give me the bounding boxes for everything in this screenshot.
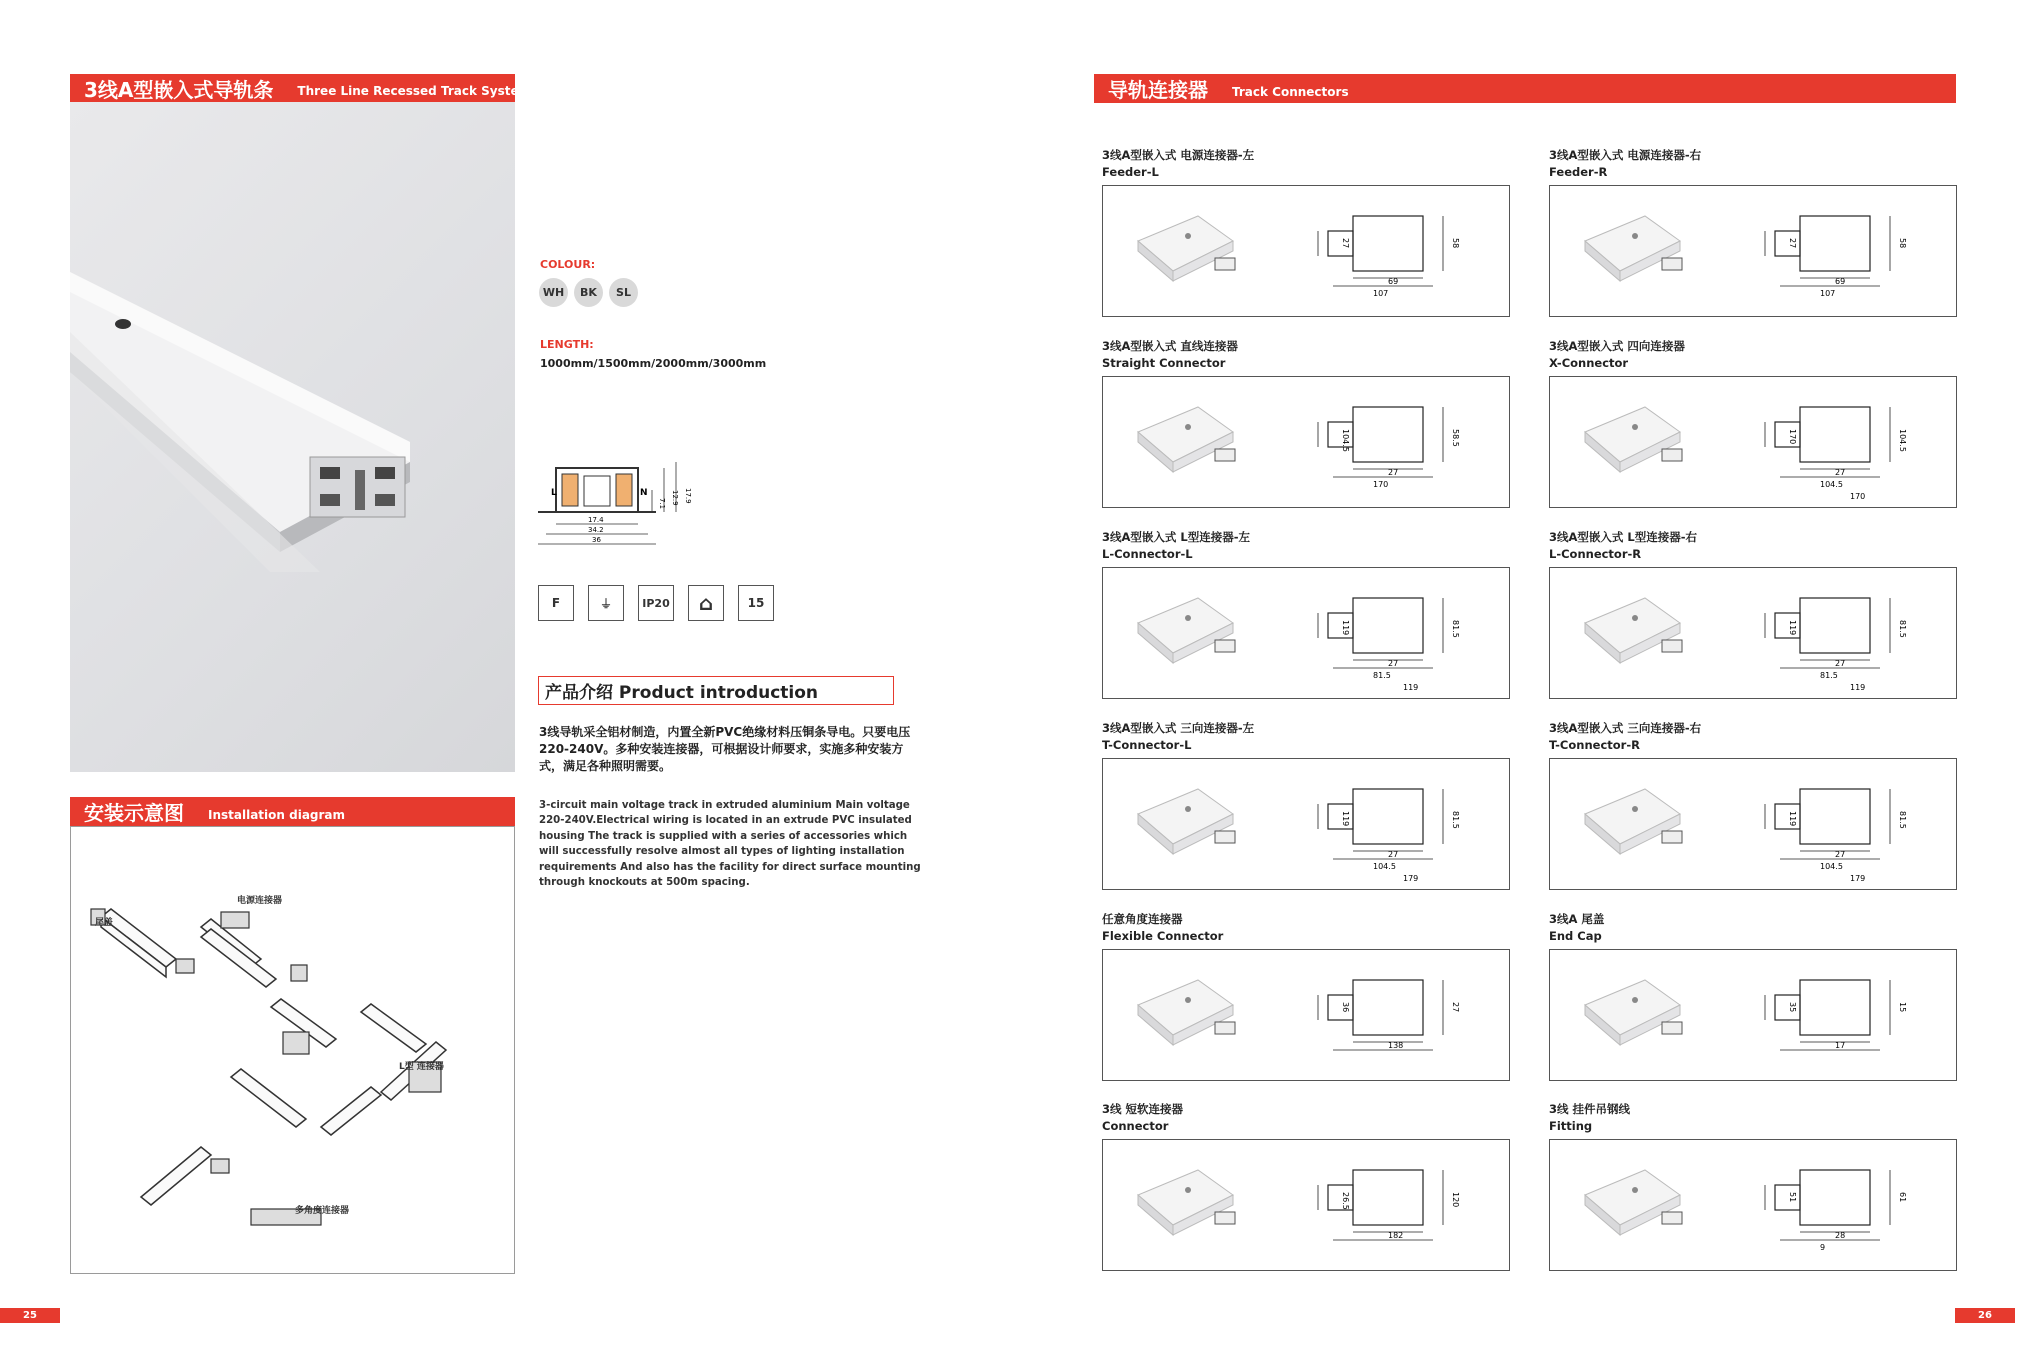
- dimension-label: 104.5: [1373, 862, 1396, 871]
- connector-title-zh: 3线A型嵌入式 三向连接器-右: [1549, 721, 1702, 735]
- connector-product-photo: [1585, 216, 1682, 281]
- connector-figure-box: [1549, 1139, 1957, 1271]
- install-label-l-connector: L型 连接器: [399, 1062, 444, 1072]
- f-mark-icon: F: [538, 585, 574, 621]
- dimension-label: 120: [1451, 1192, 1460, 1208]
- profile-dim-h2: 12.9: [671, 490, 679, 506]
- connector-title-en: T-Connector-L: [1102, 738, 1192, 752]
- dimension-label: 28: [1835, 1231, 1846, 1240]
- connector-figure-box: [1549, 758, 1957, 890]
- connector-product-photo: [1585, 1170, 1682, 1235]
- connector-title-en: End Cap: [1549, 929, 1602, 943]
- connector-drawing: [1550, 568, 1958, 700]
- profile-label-n: N: [640, 488, 648, 498]
- connector-title-zh: 3线A型嵌入式 四向连接器: [1549, 339, 1685, 353]
- dimension-label: 119: [1341, 620, 1350, 636]
- dimension-label: 15: [1898, 1002, 1907, 1013]
- connector-drawing: [1550, 186, 1958, 318]
- connector-title-en: Straight Connector: [1102, 356, 1226, 370]
- connector-technical-drawing: [1765, 980, 1890, 1050]
- connector-title-en: Fitting: [1549, 1119, 1593, 1133]
- connector-drawing: [1103, 950, 1511, 1082]
- length-label: LENGTH:: [540, 338, 594, 351]
- dimension-label: 27: [1388, 659, 1399, 668]
- connector-technical-drawing: [1318, 598, 1443, 668]
- connector-figure-box: [1102, 1139, 1510, 1271]
- colour-chip-sl: SL: [609, 278, 638, 307]
- length-value: 1000mm/1500mm/2000mm/3000mm: [540, 357, 767, 370]
- product-intro-en: 3-circuit main voltage track in extruded aluminium Main voltage 220-240V.Electrical wiring is located in an extrude PVC insulated housing The track is supplied with a series of accessories which will successfully resolve almost all types of lighting installation requirements And also has the facility for direct surface mounting through knockouts at 500m spacing.: [539, 800, 921, 889]
- connectors-header-bar: [1094, 74, 1956, 103]
- dimension-label: 138: [1388, 1041, 1404, 1050]
- system-header-bar: [70, 74, 532, 102]
- connector-figure-box: [1102, 949, 1510, 1081]
- dimension-label: 179: [1403, 874, 1419, 883]
- dimension-label: 58.5: [1451, 429, 1460, 447]
- connector-title-zh: 3线A 尾盖: [1549, 912, 1605, 926]
- page-number-left: 25: [0, 1308, 60, 1323]
- install-label-feeder: 电源连接器: [237, 896, 283, 906]
- connector-technical-drawing: [1765, 216, 1890, 286]
- dimension-label: 35: [1788, 1002, 1797, 1013]
- connector-product-photo: [1585, 407, 1682, 472]
- install-label-end-cap: 尾盖: [95, 918, 114, 928]
- dimension-label: 170: [1788, 429, 1797, 445]
- connector-product-photo: [1585, 598, 1682, 663]
- dimension-label: 58: [1898, 238, 1907, 249]
- dimension-label: 119: [1850, 683, 1866, 692]
- connector-drawing: [1550, 759, 1958, 891]
- dimension-label: 182: [1388, 1231, 1404, 1240]
- connector-title-en: T-Connector-R: [1549, 738, 1640, 752]
- connector-technical-drawing: [1765, 1170, 1890, 1240]
- dimension-label: 58: [1451, 238, 1460, 249]
- dimension-label: 170: [1850, 492, 1866, 501]
- connector-drawing: [1550, 950, 1958, 1082]
- connector-title-zh: 3线A型嵌入式 直线连接器: [1102, 339, 1238, 353]
- connector-product-photo: [1138, 1170, 1235, 1235]
- connectors-header-en: Track Connectors: [1232, 84, 1349, 99]
- dimension-label: 81.5: [1820, 671, 1838, 680]
- connector-product-photo: [1138, 407, 1235, 472]
- connector-figure-box: [1102, 376, 1510, 508]
- dimension-label: 179: [1850, 874, 1866, 883]
- install-label-flexible: 多角度连接器: [295, 1206, 350, 1216]
- weight-15-icon: 15: [738, 585, 774, 621]
- connector-technical-drawing: [1765, 789, 1890, 859]
- dimension-label: 119: [1341, 811, 1350, 827]
- connector-product-photo: [1138, 980, 1235, 1045]
- connector-drawing: [1103, 186, 1511, 318]
- connector-title-en: Flexible Connector: [1102, 929, 1224, 943]
- installation-header-bar: [70, 797, 515, 826]
- ip20-icon: IP20: [638, 585, 674, 621]
- dimension-label: 81.5: [1898, 811, 1907, 829]
- connector-product-photo: [1585, 980, 1682, 1045]
- dimension-label: 27: [1388, 850, 1399, 859]
- installation-header-en: Installation diagram: [208, 807, 346, 822]
- connector-title-zh: 3线A型嵌入式 电源连接器-左: [1102, 148, 1255, 162]
- product-intro-zh: 3线导轨采全铝材制造，内置全新PVC绝缘材料压铜条导电。只要电压220-240V。多种安装连接器，可根据设计师要求，实施多种安装方式，满足各种照明需要。: [539, 725, 911, 773]
- dimension-label: 69: [1388, 277, 1399, 286]
- connector-title-en: Feeder-R: [1549, 165, 1608, 179]
- installation-header-zh: 安装示意图: [84, 801, 184, 825]
- dimension-label: 104.5: [1898, 429, 1907, 452]
- colour-chip-wh: WH: [539, 278, 568, 307]
- connector-technical-drawing: [1318, 407, 1443, 477]
- connector-drawing: [1103, 568, 1511, 700]
- connector-product-photo: [1138, 789, 1235, 854]
- dimension-label: 27: [1341, 238, 1350, 249]
- dimension-label: 107: [1820, 289, 1836, 298]
- dimension-label: 81.5: [1451, 811, 1460, 829]
- dimension-label: 27: [1835, 468, 1846, 477]
- connector-product-photo: [1138, 216, 1235, 281]
- dimension-label: 81.5: [1451, 620, 1460, 638]
- profile-dim-h3: 7.1: [658, 498, 666, 510]
- connector-title-zh: 3线A型嵌入式 L型连接器-左: [1102, 530, 1251, 544]
- connector-title-zh: 3线A型嵌入式 三向连接器-左: [1102, 721, 1255, 735]
- system-header-en: Three Line Recessed Track System: [297, 84, 532, 98]
- connector-drawing: [1103, 377, 1511, 509]
- dimension-label: 36: [1341, 1002, 1350, 1013]
- dimension-label: 104.5: [1820, 480, 1843, 489]
- dimension-label: 27: [1835, 659, 1846, 668]
- connector-title-zh: 3线A型嵌入式 电源连接器-右: [1549, 148, 1702, 162]
- system-header-zh: 3线A型嵌入式导轨条: [84, 77, 274, 102]
- colour-options: [539, 278, 638, 307]
- connector-title-en: Feeder-L: [1102, 165, 1159, 179]
- profile-dim-h1: 17.9: [684, 488, 692, 504]
- track-product-photo: [70, 102, 515, 772]
- connector-figure-box: [1549, 376, 1957, 508]
- dimension-label: 81.5: [1373, 671, 1391, 680]
- dimension-label: 170: [1373, 480, 1389, 489]
- dimension-label: 27: [1835, 850, 1846, 859]
- dimension-label: 27: [1788, 238, 1797, 249]
- page-number-right: 26: [1955, 1308, 2015, 1323]
- profile-dim-d1: 17.4: [588, 516, 604, 524]
- connector-title-en: L-Connector-R: [1549, 547, 1642, 561]
- dimension-label: 27: [1451, 1002, 1460, 1013]
- dimension-label: 61: [1898, 1192, 1907, 1203]
- connector-title-en: L-Connector-L: [1102, 547, 1193, 561]
- connector-title-zh: 3线 挂件吊钢线: [1549, 1102, 1631, 1116]
- dimension-label: 119: [1403, 683, 1419, 692]
- dimension-label: 119: [1788, 620, 1797, 636]
- indoor-use-icon: ⌂: [688, 585, 724, 621]
- connector-product-photo: [1585, 789, 1682, 854]
- dimension-label: 107: [1373, 289, 1389, 298]
- track-profile-diagram: [536, 460, 716, 550]
- connector-title-en: X-Connector: [1549, 356, 1629, 370]
- connector-drawing: [1103, 1140, 1511, 1272]
- connector-product-photo: [1138, 598, 1235, 663]
- dimension-label: 27: [1388, 468, 1399, 477]
- connectors-header-zh: 导轨连接器: [1108, 78, 1208, 102]
- colour-label: COLOUR:: [540, 258, 596, 271]
- dimension-label: 69: [1835, 277, 1846, 286]
- dimension-label: 104.5: [1820, 862, 1843, 871]
- connector-technical-drawing: [1318, 216, 1443, 286]
- connector-drawing: [1550, 377, 1958, 509]
- colour-chip-bk: BK: [574, 278, 603, 307]
- dimension-label: 26.5: [1341, 1192, 1350, 1210]
- connector-figure-box: [1102, 567, 1510, 699]
- connector-title-zh: 3线 短软连接器: [1102, 1102, 1184, 1116]
- connector-figure-box: [1102, 185, 1510, 317]
- connector-drawing: [1550, 1140, 1958, 1272]
- connector-figure-box: [1102, 758, 1510, 890]
- connector-title-en: Connector: [1102, 1119, 1169, 1133]
- connector-figure-box: [1549, 949, 1957, 1081]
- dimension-label: 9: [1820, 1243, 1826, 1252]
- connector-technical-drawing: [1318, 1170, 1443, 1240]
- connector-technical-drawing: [1318, 980, 1443, 1050]
- dimension-label: 51: [1788, 1192, 1797, 1203]
- connector-technical-drawing: [1765, 598, 1890, 668]
- profile-label-l: L: [551, 488, 557, 498]
- connector-technical-drawing: [1318, 789, 1443, 859]
- connector-title-zh: 3线A型嵌入式 L型连接器-右: [1549, 530, 1698, 544]
- dimension-label: 81.5: [1898, 620, 1907, 638]
- connector-figure-box: [1549, 567, 1957, 699]
- connector-title-zh: 任意角度连接器: [1102, 912, 1183, 926]
- product-intro-title: 产品介绍 Product introduction: [538, 676, 894, 705]
- dimension-label: 17: [1835, 1041, 1846, 1050]
- connector-drawing: [1103, 759, 1511, 891]
- connector-technical-drawing: [1765, 407, 1890, 477]
- connector-figure-box: [1549, 185, 1957, 317]
- profile-dim-d3: 36: [592, 536, 601, 544]
- installation-diagram: [70, 826, 515, 1274]
- certification-icons: [538, 585, 774, 621]
- dimension-label: 119: [1788, 811, 1797, 827]
- dimension-label: 104.5: [1341, 429, 1350, 452]
- ground-icon: ⏚: [588, 585, 624, 621]
- profile-dim-d2: 34.2: [588, 526, 604, 534]
